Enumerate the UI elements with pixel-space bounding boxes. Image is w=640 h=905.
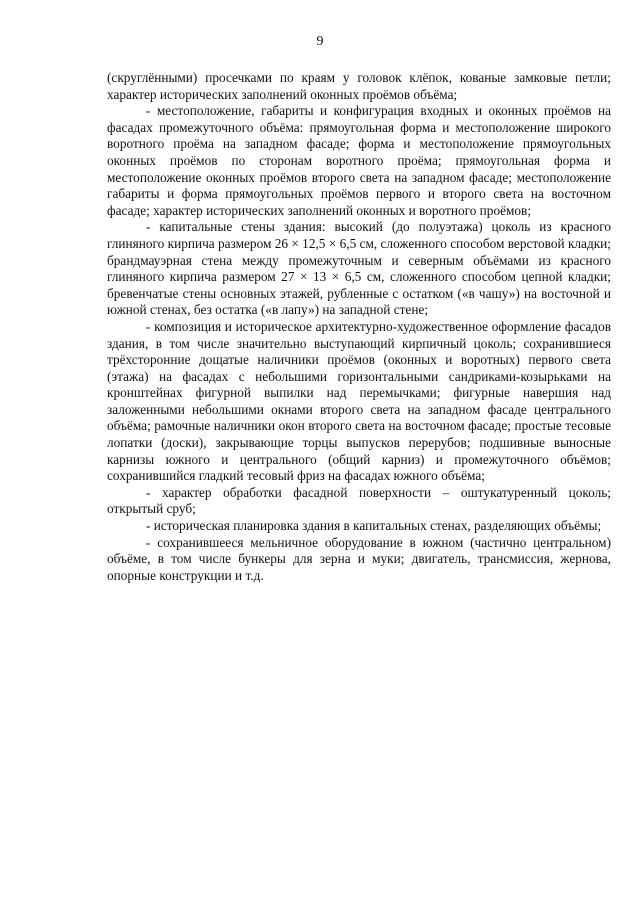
body-text — [107, 70, 611, 584]
paragraph-layout: - историческая планировка здания в капитальных стенах, разделяющих объёмы; — [146, 518, 602, 534]
page-number: 9 — [316, 34, 324, 49]
paragraph-openings: - местоположение, габариты и конфигурация входных и оконных проёмов на фасадах промежуточного объёма: прямоугольная форма и местоположение широкого воротного проёма на западном фасаде; форма и местоположение прямоугольных оконных проёмов по сторонам воротного проёма; прямоугольная форма и местоположение оконных проёмов второго света на западном фасаде; местоположение габариты и форма прямоугольных проёмов первого и второго света на восточном фасаде; характер исторических заполнений оконных и воротного проёмов; — [107, 103, 611, 218]
paragraph-surface: - характер обработки фасадной поверхности – оштукатуренный цоколь; открытый сруб; — [107, 484, 611, 517]
paragraph-equipment: - сохранившееся мельничное оборудование в южном (частично центральном) объёме, в том числе бункеры для зерна и муки; двигатель, трансмиссия, жернова, опорные конструкции и т.д. — [107, 534, 611, 583]
paragraph-facades: - композиция и историческое архитектурно-художественное оформление фасадов здания, в том числе значительно выступающий кирпичный цоколь; сохранившиеся трёхсторонние дощатые наличники проёмов (оконных и воротных) первого света (этажа) на фасадах с небольшими горизонтальными сандриками-козырьками на кронштейнах фигурной выпилки над перемычками; фигурные навершия над заложенными небольшими окнами второго света на западном фасаде центрального объёма; рамочные наличники окон второго света на восточном фасаде; простые тесовые лопатки (доски), закрывающие торцы выпусков перерубов; подшивные выносные карнизы южного и центрального (общий карниз) и промежуточного объёмов; сохранившийся гладкий тесовый фриз на фасадах южного объёма; — [107, 318, 611, 484]
paragraph-continuation: (скруглёнными) просечками по краям у головок клёпок, кованые замковые петли; характер исторических заполнений оконных проёмов объёма; — [107, 70, 611, 102]
paragraph-walls: - капитальные стены здания: высокий (до полуэтажа) цоколь из красного глиняного кирпича размером 26 × 12,5 × 6,5 см, сложенного способом верстовой кладки; брандмауэрная стена между промежуточным и северным объёмами из красного глиняного кирпича размером 27 × 13 × 6,5 см, сложенного способом цепной кладки; бревенчатые стены основных этажей, рубленные с остатком («в чашу») на восточной и южной стенах, без остатка («в лапу») на западной стене; — [107, 219, 611, 318]
